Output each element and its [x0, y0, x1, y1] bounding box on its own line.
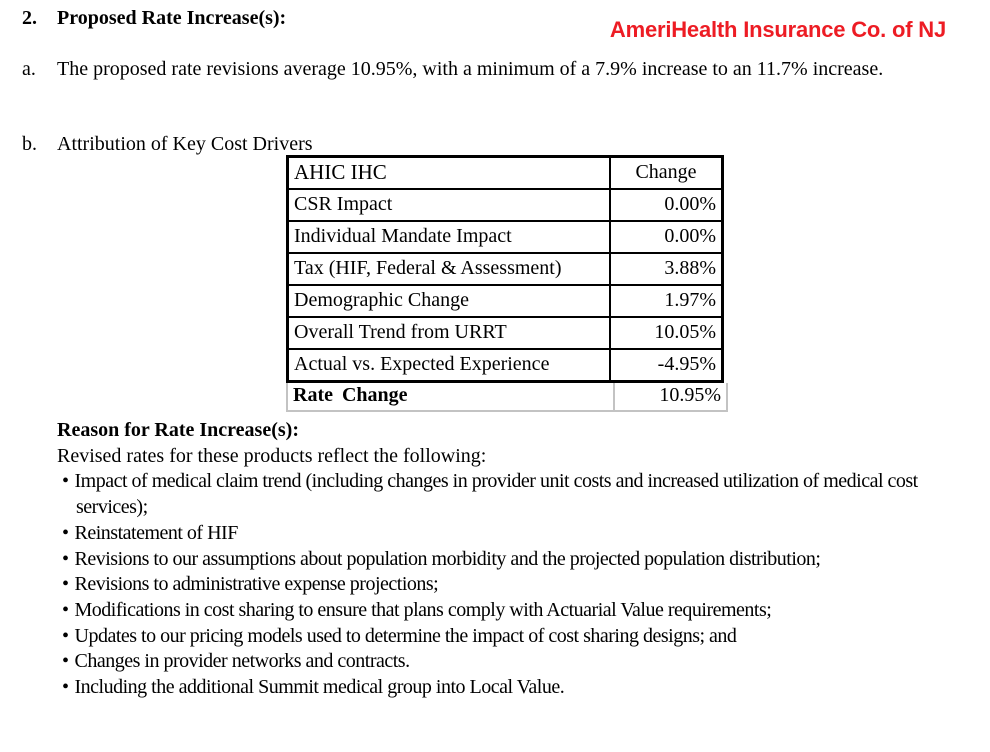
cost-drivers-table-wrap [286, 155, 728, 412]
reason-intro: Revised rates for these products reflect the following: [57, 444, 487, 467]
table-header-value: Change [610, 157, 723, 190]
cost-drivers-table [286, 155, 724, 383]
list-item-text: Revisions to our assumptions about population morbidity and the projected population distribution; [74, 547, 821, 570]
list-item-text: Modifications in cost sharing to ensure that plans comply with Actuarial Value requirements; [74, 598, 772, 621]
table-row [288, 285, 723, 317]
table-row [288, 189, 723, 221]
reason-section [57, 418, 937, 701]
item-a-marker: a. [22, 58, 36, 80]
list-item [62, 624, 928, 650]
bullet-icon [62, 676, 69, 698]
list-item-text: Changes in provider networks and contracts. [74, 650, 410, 673]
section-number: 2. [22, 7, 37, 29]
row-value: 10.05% [610, 317, 723, 349]
row-label: Actual vs. Expected Experience [288, 349, 611, 382]
list-item [62, 598, 928, 624]
list-item-text: Reinstatement of HIF [74, 521, 238, 544]
bullet-icon [62, 573, 69, 595]
row-value: 1.97% [610, 285, 723, 317]
table-header-label: AHIC IHC [288, 157, 611, 190]
row-label: Overall Trend from URRT [288, 317, 611, 349]
bullet-icon [62, 548, 69, 570]
list-item-text: Updates to our pricing models used to determine the impact of cost sharing designs; and [74, 624, 737, 647]
bullet-icon [62, 470, 69, 492]
paragraph-b [22, 132, 313, 157]
list-item [62, 469, 928, 520]
table-row [288, 317, 723, 349]
table-row [288, 221, 723, 253]
list-item-text: Revisions to administrative expense projections; [74, 573, 439, 596]
row-value: 0.00% [610, 189, 723, 221]
list-item [62, 521, 928, 547]
section-title: Proposed Rate Increase(s): [57, 7, 287, 29]
rate-change-label: Rate Change [288, 383, 615, 410]
row-value: 3.88% [610, 253, 723, 285]
rate-change-row [286, 383, 728, 412]
list-item-text: Impact of medical claim trend (including changes in provider unit costs and increased utilization of medical cost services); [74, 470, 918, 519]
bullet-icon [62, 599, 69, 621]
table-row [288, 349, 723, 382]
table-header-row [288, 157, 723, 190]
row-label: Demographic Change [288, 285, 611, 317]
section-heading [22, 7, 286, 30]
row-label: CSR Impact [288, 189, 611, 221]
item-b-text: Attribution of Key Cost Drivers [57, 133, 313, 155]
row-value: 0.00% [610, 221, 723, 253]
list-item [62, 547, 928, 573]
bullet-icon [62, 625, 69, 647]
table-row [288, 253, 723, 285]
item-b-marker: b. [22, 133, 37, 155]
company-name: AmeriHealth Insurance Co. of NJ [609, 17, 946, 42]
reason-list [57, 469, 928, 700]
row-value: -4.95% [610, 349, 723, 382]
paragraph-a [22, 57, 897, 82]
row-label: Tax (HIF, Federal & Assessment) [288, 253, 611, 285]
reason-heading: Reason for Rate Increase(s): [57, 419, 299, 441]
list-item [62, 649, 928, 675]
rate-change-value: 10.95% [659, 384, 721, 406]
bullet-icon [62, 522, 69, 544]
row-label: Individual Mandate Impact [288, 221, 611, 253]
list-item-text: Including the additional Summit medical group into Local Value. [74, 676, 565, 699]
list-item [62, 572, 928, 598]
list-item [62, 675, 928, 701]
item-a-text: The proposed rate revisions average 10.95%, with a minimum of a 7.9% increase to an 11.7% increase. [57, 58, 884, 80]
bullet-icon [62, 650, 69, 672]
